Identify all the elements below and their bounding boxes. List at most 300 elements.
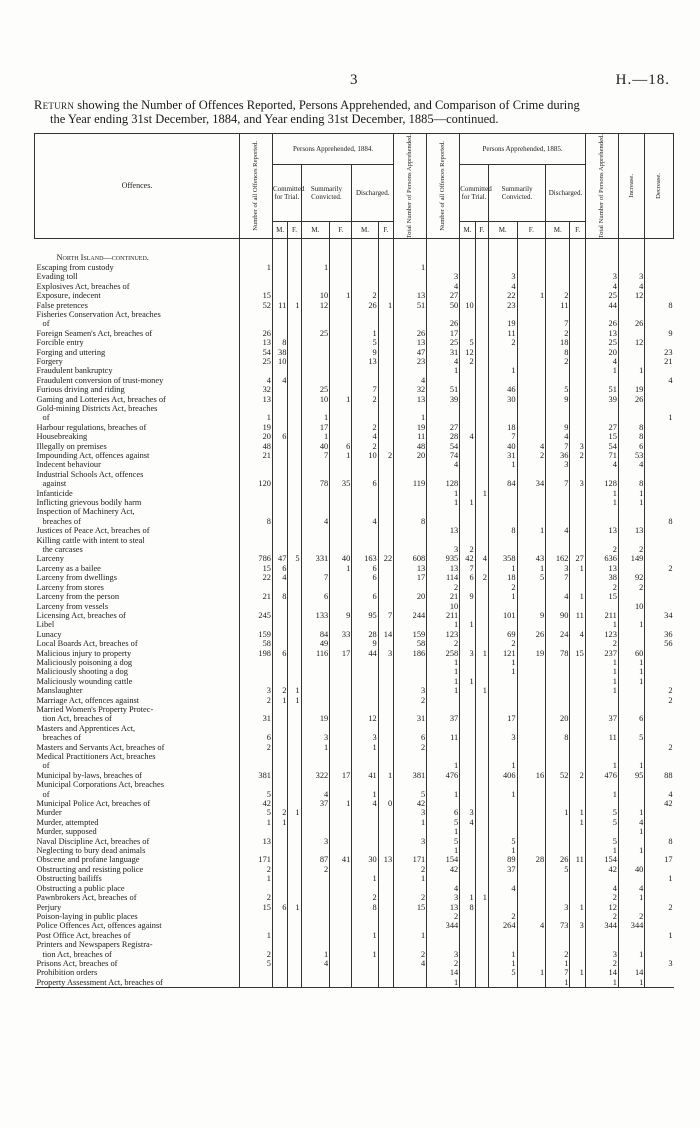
cell-value [570,978,585,988]
cell-value: 78 [546,649,570,658]
cell-value [517,366,546,375]
cell-value [460,752,475,761]
cell-value: 3 [645,959,674,968]
cell-value [378,592,393,601]
table-row [35,432,674,441]
table-row [35,714,674,723]
cell-value [645,291,674,300]
cell-value: 2 [645,903,674,912]
cell-value [570,602,585,611]
cell-value [288,272,301,281]
cell-value [394,536,427,545]
cell-value [288,489,301,498]
cell-value: 1 [352,874,378,883]
cell-value [394,884,427,893]
cell-value [272,451,287,460]
cell-value: 25 [301,329,330,338]
cell-value: 26 [394,329,427,338]
cell-value [570,413,585,422]
cell-value [272,526,287,535]
cell-value: 37 [301,799,330,808]
section-heading: North Island—continued. [56,253,149,263]
cell-value [618,874,644,883]
cell-value: 4 [546,432,570,441]
cell-value [570,724,585,733]
cell-value [288,404,301,413]
cell-value: 162 [546,554,570,563]
cell-value [352,827,378,836]
cell-value [288,827,301,836]
offence-name: Poison-laying in public places [36,911,138,921]
cell-value [585,799,618,808]
cell-value [288,743,301,752]
cell-value [546,837,570,846]
cell-value [546,940,570,949]
cell-value [288,470,301,479]
table-row [35,639,674,648]
cell-value: 2 [460,357,475,366]
cell-value [570,357,585,366]
cell-value: 1 [488,761,517,770]
table-row [35,564,674,573]
cell-value [330,874,352,883]
cell-value: 1 [330,395,352,404]
cell-value: 2 [475,573,488,582]
cell-value [570,667,585,676]
cell-value [330,404,352,413]
cell-value [330,790,352,799]
cell-value: 4 [427,357,460,366]
cell-value [272,282,287,291]
cell-value [546,874,570,883]
cell-value: 46 [488,385,517,394]
offence-name: Inspection of Machinery Act, [36,507,135,517]
cell-value [645,978,674,988]
cell-value [330,573,352,582]
cell-value: 8 [645,301,674,310]
m-header: M. [352,221,378,239]
cell-value [570,686,585,695]
cell-value: 1 [488,950,517,959]
cell-value: 1 [517,526,546,535]
cell-value: 154 [585,855,618,864]
cell-value [475,714,488,723]
cell-value [272,263,287,272]
cell-value: 10 [427,602,460,611]
cell-value: 4 [427,884,460,893]
cell-value: 92 [618,573,644,582]
cell-value [301,968,330,977]
cell-value [645,884,674,893]
cell-value [645,940,674,949]
cell-value [330,667,352,676]
cell-value [517,460,546,469]
cell-value [427,470,460,479]
cell-value: 1 [475,489,488,498]
cell-value: 1 [475,686,488,695]
cell-value: 1 [645,931,674,940]
cell-value [330,978,352,988]
cell-value: 2 [645,696,674,705]
cell-value [394,460,427,469]
cell-value [288,451,301,460]
cell-value [517,799,546,808]
cell-value: 8 [546,348,570,357]
cell-value [475,855,488,864]
cell-value [330,498,352,507]
cell-value [517,517,546,526]
cell-value: 2 [585,912,618,921]
cell-value: 1 [288,696,301,705]
cell-value: 3 [546,460,570,469]
cell-value: 1 [618,846,644,855]
cell-value [488,357,517,366]
cell-value [394,366,427,375]
cell-value: 3 [239,686,272,695]
cell-value [394,978,427,988]
cell-value [585,602,618,611]
cell-value: 4 [618,282,644,291]
cell-value [570,940,585,949]
cell-value: 19 [239,423,272,432]
cell-value [239,602,272,611]
cell-value [301,489,330,498]
cell-value: 2 [488,583,517,592]
cell-value: 42 [394,799,427,808]
table-row [35,602,674,611]
cell-value: 2 [546,329,570,338]
cell-value: 39 [585,395,618,404]
table-row [35,893,674,902]
offence-name: Larceny from the person [36,592,120,602]
cell-value [488,743,517,752]
cell-value: 26 [239,329,272,338]
cell-value [272,752,287,761]
cell-value [272,639,287,648]
table-row [35,959,674,968]
table-row [35,931,674,940]
cell-value [488,489,517,498]
cell-value [352,282,378,291]
cell-value: 17 [645,855,674,864]
cell-value [517,733,546,742]
cell-value: 37 [585,714,618,723]
cell-value: 2 [585,639,618,648]
cell-value: 48 [394,442,427,451]
table-row [35,507,674,516]
cell-value: 84 [301,630,330,639]
cell-value [394,761,427,770]
cell-value: 3 [427,272,460,281]
cell-value [239,761,272,770]
cell-value [517,545,546,554]
cell-value: 2 [352,291,378,300]
cell-value [570,348,585,357]
cell-value [288,968,301,977]
cell-value [460,583,475,592]
cell-value: 90 [546,611,570,620]
cell-value: 4 [645,376,674,385]
cell-value [272,837,287,846]
offence-name: Obstructing bailiffs [36,874,102,884]
cell-value [427,413,460,422]
cell-value [460,912,475,921]
cell-value [378,310,393,319]
cell-value [546,677,570,686]
cell-value: 123 [585,630,618,639]
cell-value: 19 [488,319,517,328]
cell-value [570,404,585,413]
cell-value [378,827,393,836]
cell-value [427,940,460,949]
cell-value [378,931,393,940]
offence-name: Marriage Act, offences against [36,695,140,705]
cell-value: 13 [394,564,427,573]
m-header: M. [546,221,570,239]
cell-value: 1 [585,658,618,667]
summarily-1885-header: Summarily Convicted. [488,165,545,221]
cell-value: 26 [585,319,618,328]
cell-value [288,291,301,300]
cell-value: 4 [394,376,427,385]
cell-value [352,460,378,469]
cell-value [460,263,475,272]
table-row [35,846,674,855]
cell-value [475,968,488,977]
cell-value [546,536,570,545]
cell-value [330,338,352,347]
cell-value [618,263,644,272]
cell-value [618,329,644,338]
cell-value [460,602,475,611]
cell-value [288,761,301,770]
cell-value: 15 [585,592,618,601]
cell-value: 10 [301,291,330,300]
cell-value: 1 [378,301,393,310]
cell-value [517,489,546,498]
cell-value [546,282,570,291]
cell-value [301,921,330,930]
cell-value: 31 [488,451,517,460]
cell-value [301,705,330,714]
cell-value: 121 [488,649,517,658]
cell-value: 31 [239,714,272,723]
cell-value: 1 [394,263,427,272]
cell-value [427,376,460,385]
cell-value [378,733,393,742]
cell-value: 1 [570,592,585,601]
cell-value [272,498,287,507]
cell-value: 2 [488,639,517,648]
cell-value [378,423,393,432]
offence-name: Obstructing a public place [36,883,125,893]
cell-value: 6 [272,564,287,573]
cell-value: 2 [585,583,618,592]
cell-value [645,395,674,404]
cell-value [394,921,427,930]
cell-value [460,366,475,375]
cell-value [288,263,301,272]
cell-value [427,517,460,526]
cell-value: 2 [618,912,644,921]
cell-value: 1 [330,451,352,460]
cell-value: 3 [488,733,517,742]
cell-value [352,319,378,328]
summarily-1884-header: Summarily Convicted. [301,165,352,221]
cell-value [570,790,585,799]
cell-value [645,677,674,686]
cell-value [460,771,475,780]
cell-value [570,780,585,789]
table-row [35,921,674,930]
cell-value: 13 [427,526,460,535]
cell-value [618,357,644,366]
cell-value: 40 [301,442,330,451]
cell-value [272,855,287,864]
cell-value [585,743,618,752]
cell-value: 2 [427,959,460,968]
offence-name: Masters and Apprentices Act, [36,723,136,733]
cell-value [239,940,272,949]
cell-value [301,903,330,912]
table-row [35,479,674,488]
cell-value: 3 [570,442,585,451]
cell-value [378,903,393,912]
cell-value [645,724,674,733]
cell-value: 1 [239,874,272,883]
table-row [35,686,674,695]
cell-value [570,536,585,545]
cell-value [645,583,674,592]
cell-value [475,818,488,827]
cell-value [288,611,301,620]
cell-value [378,696,393,705]
cell-value: 37 [427,714,460,723]
offence-name: Maliciously shooting a dog [36,667,128,677]
cell-value: 3 [488,272,517,281]
cell-value [546,705,570,714]
cell-value: 9 [352,639,378,648]
cell-value [272,743,287,752]
cell-value: 13 [585,526,618,535]
cell-value [475,620,488,629]
cell-value [570,385,585,394]
cell-value [378,602,393,611]
cell-value [570,545,585,554]
offence-name: Larceny from vessels [36,601,109,611]
cell-value [546,818,570,827]
cell-value [618,301,644,310]
cell-value: 11 [272,301,287,310]
cell-value [488,602,517,611]
cell-value: 26 [618,319,644,328]
cell-value: 2 [352,423,378,432]
cell-value: 19 [394,423,427,432]
cell-value [272,846,287,855]
cell-value [546,376,570,385]
cell-value: 2 [488,912,517,921]
cell-value [460,639,475,648]
cell-value [394,545,427,554]
cell-value: 28 [517,855,546,864]
cell-value [460,968,475,977]
cell-value: 1 [330,564,352,573]
cell-value: 4 [585,357,618,366]
cell-value: 1 [301,413,330,422]
cell-value: 1 [585,620,618,629]
cell-value [618,837,644,846]
cell-value: 1 [585,677,618,686]
offence-name: against [42,479,67,489]
cell-value [288,714,301,723]
cell-value: 2 [585,893,618,902]
cell-value: 1 [427,658,460,667]
cell-value [645,404,674,413]
f-header: F. [330,221,352,239]
cell-value: 44 [585,301,618,310]
offence-name: Prisons Act, breaches of [36,958,118,968]
cell-value [517,865,546,874]
cell-value: 2 [352,893,378,902]
cell-value [570,714,585,723]
cell-value [330,837,352,846]
cell-value: 15 [585,432,618,441]
cell-value [460,959,475,968]
cell-value [394,846,427,855]
cell-value [239,620,272,629]
offence-name: Larceny from dwellings [36,573,117,583]
cell-value [330,752,352,761]
cell-value: 8 [488,526,517,535]
cell-value [585,752,618,761]
cell-value: 6 [272,649,287,658]
title-prefix: Return [34,98,75,112]
cell-value [460,329,475,338]
cell-value [394,667,427,676]
cell-value: 1 [352,950,378,959]
cell-value [570,498,585,507]
cell-value: 5 [585,837,618,846]
cell-value [272,507,287,516]
cell-value [488,470,517,479]
cell-value: 3 [570,921,585,930]
cell-value: 27 [585,423,618,432]
cell-value [301,366,330,375]
cell-value [288,733,301,742]
cell-value [378,808,393,817]
cell-value: 22 [378,554,393,563]
cell-value [301,884,330,893]
cell-value [570,705,585,714]
cell-value [546,545,570,554]
cell-value [239,658,272,667]
table-row [35,489,674,498]
cell-value [288,602,301,611]
cell-value [301,978,330,988]
cell-value [645,282,674,291]
cell-value [288,912,301,921]
cell-value: 2 [460,545,475,554]
cell-value: 7 [546,968,570,977]
cell-value [618,507,644,516]
cell-value: 13 [427,903,460,912]
cell-value [618,404,644,413]
cell-value [272,272,287,281]
cell-value: 4 [570,630,585,639]
cell-value: 9 [352,348,378,357]
cell-value: 1 [618,893,644,902]
cell-value [475,319,488,328]
